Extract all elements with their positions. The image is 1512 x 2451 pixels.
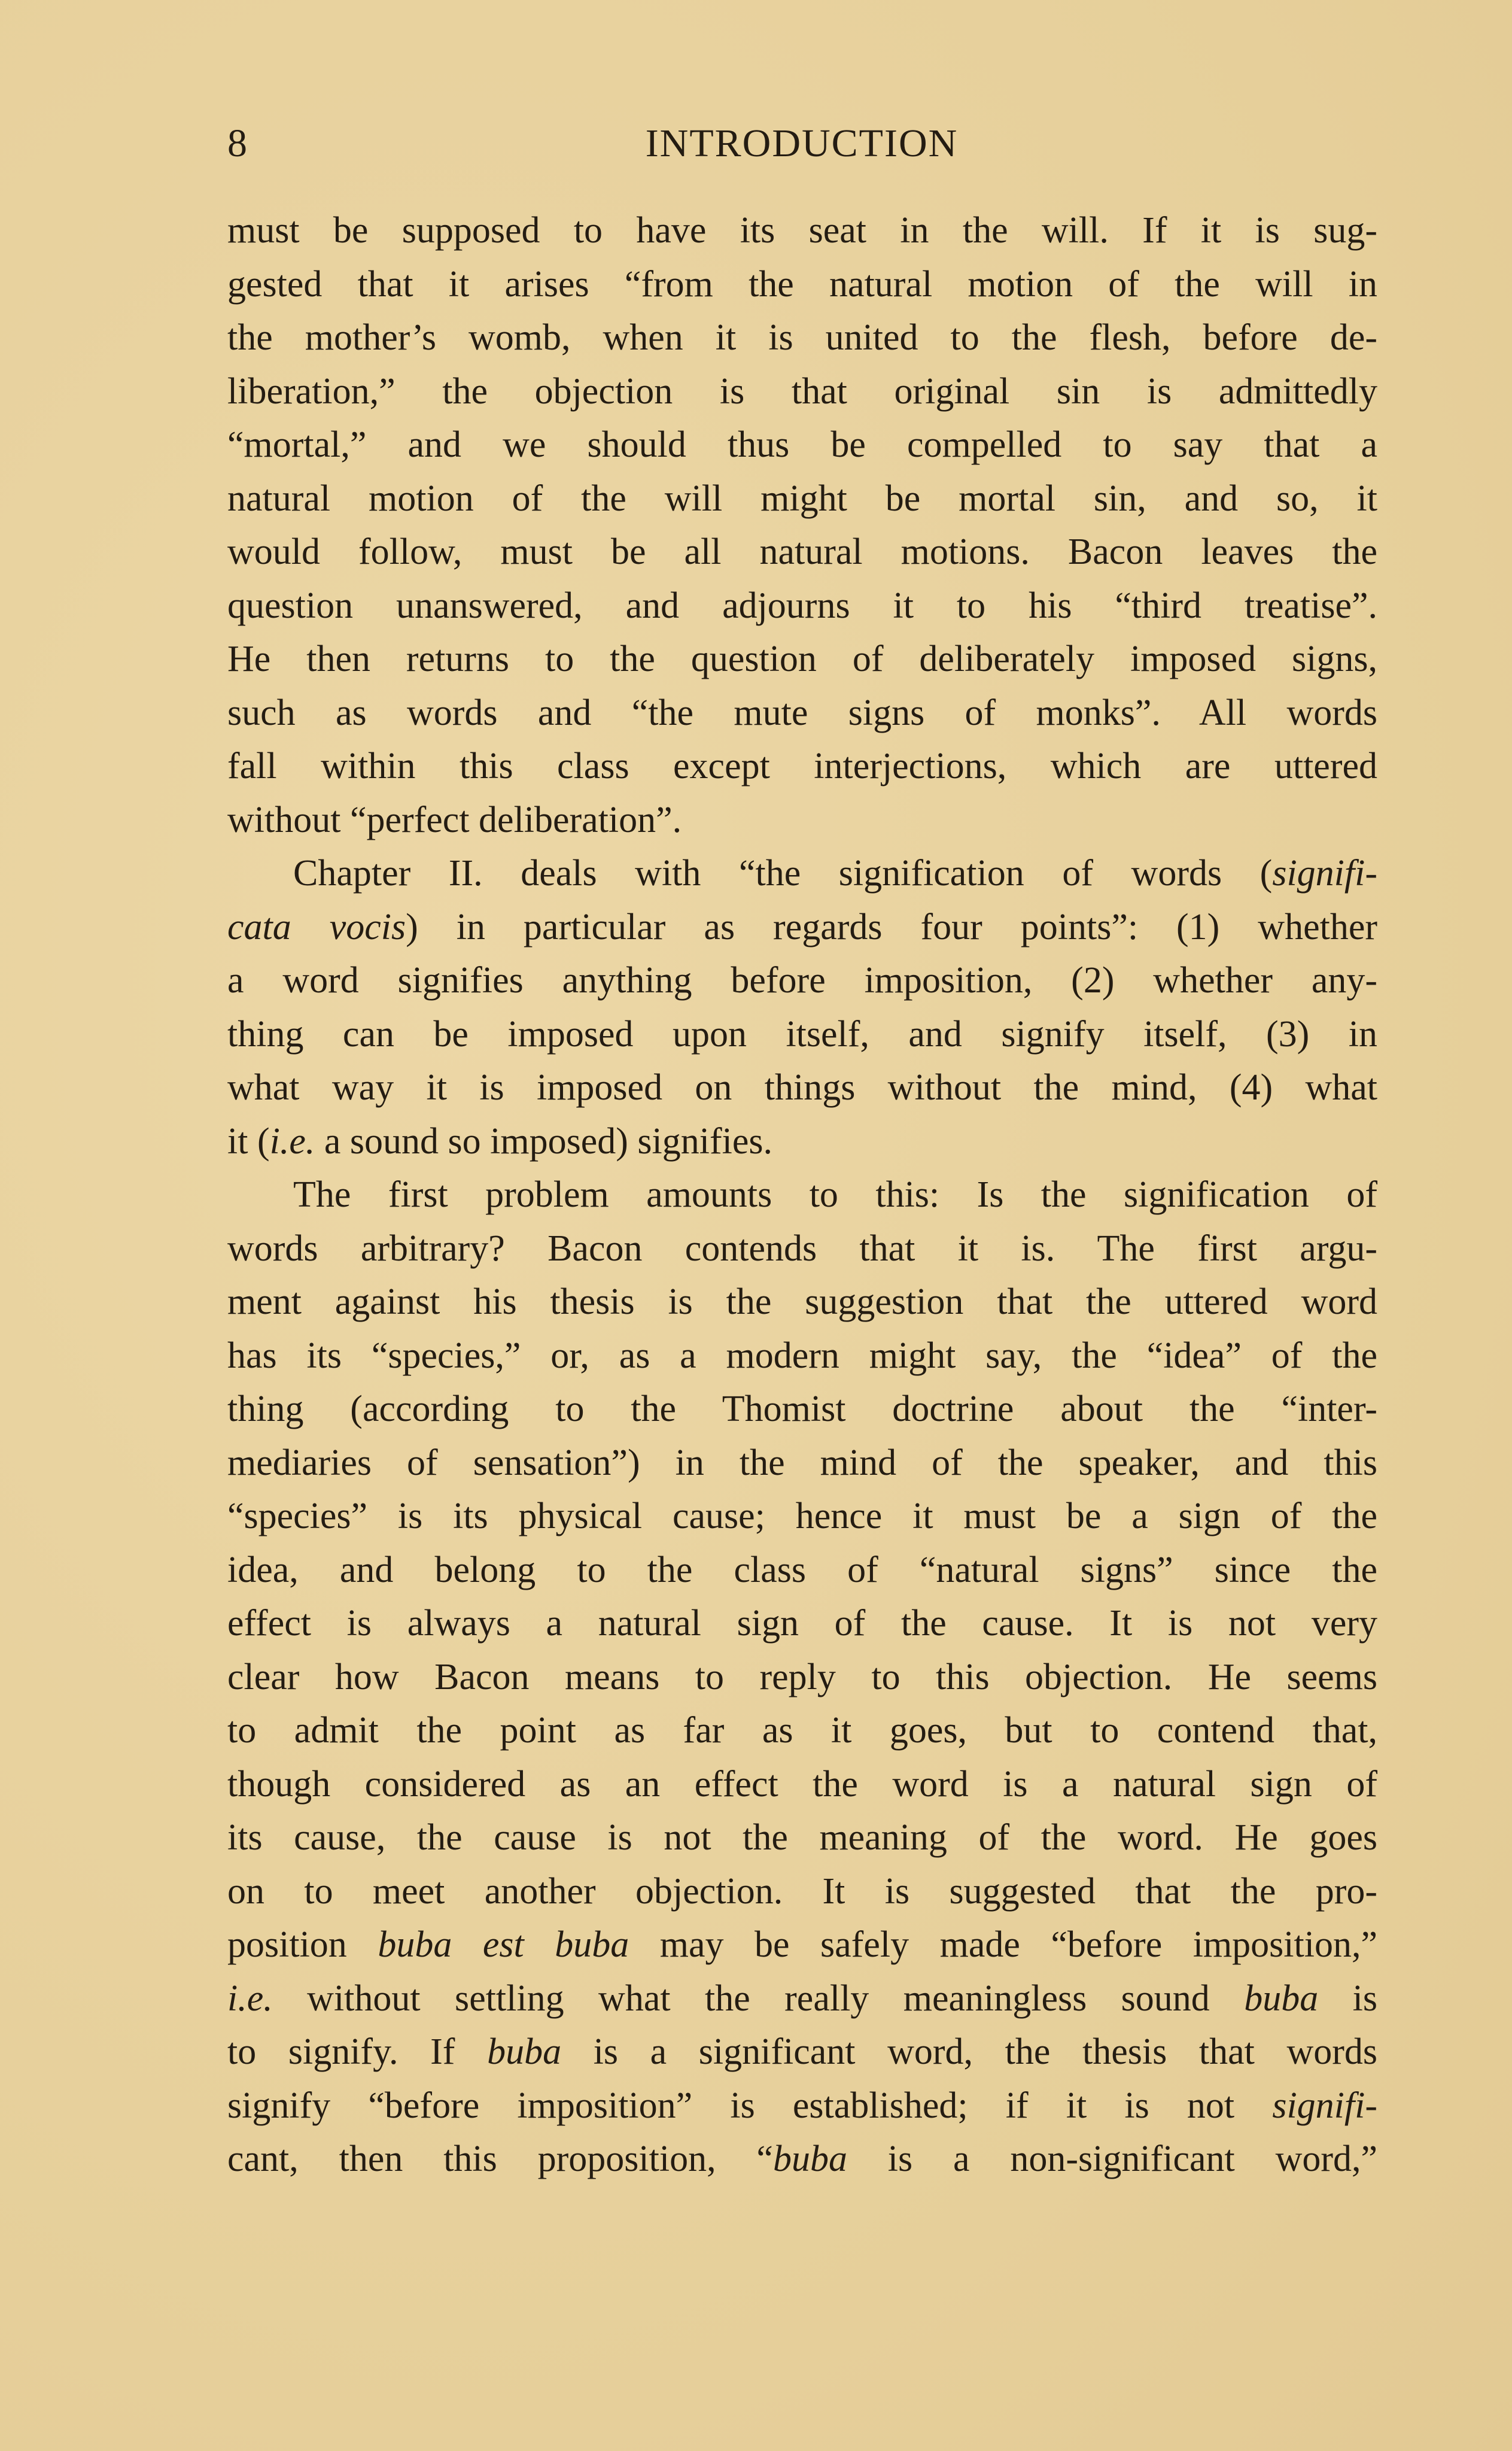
italic-term: buba [487, 2031, 562, 2072]
text-line: ment against his thesis is the suggestion that the uttered word [227, 1281, 1377, 1322]
text-line: would follow, must be all natural motions. Bacon leaves the [227, 531, 1377, 572]
text-line: cant, then this proposition, “buba is a non-significant word,” [227, 2139, 1378, 2179]
text-line: on to meet another objection. It is suggested that the pro- [227, 1870, 1377, 1912]
text-line: has its “species,” or, as a modern might say, the “idea” of the [227, 1335, 1377, 1376]
text-line: fall within this class except interjections, which are uttered [227, 746, 1377, 786]
italic-term: buba est buba [378, 1924, 629, 1965]
running-header [227, 117, 1376, 171]
text-line: i.e. without settling what the really meaningless sound buba is [227, 1978, 1378, 2019]
italic-term: signifi- [1272, 2085, 1377, 2126]
text-line: to admit the point as far as it goes, but to contend that, [227, 1710, 1377, 1751]
text-line: thing can be imposed upon itself, and signify itself, (3) in [227, 1013, 1377, 1055]
text-line: to signify. If buba is a significant word, the thesis that words [227, 2031, 1378, 2072]
text-line: what way it is imposed on things without the mind, (4) what [227, 1067, 1377, 1108]
text-line: “species” is its physical cause; hence it must be a sign of the [227, 1496, 1377, 1536]
text-line: such as words and “the mute signs of monks”. All words [227, 692, 1377, 733]
text-line: clear how Bacon means to reply to this objection. He seems [227, 1656, 1377, 1697]
text-line: a word signifies anything before imposition, (2) whether any- [227, 960, 1377, 1001]
italic-term: signifi- [1272, 853, 1377, 894]
text-line: position buba est buba may be safely made “before imposition,” [227, 1924, 1378, 1965]
running-title: INTRODUCTION [645, 122, 959, 165]
text-line: words arbitrary? Bacon contends that it is. The first argu- [227, 1228, 1377, 1269]
page-number: 8 [227, 122, 247, 165]
text-line: though considered as an effect the word is a natural sign of [227, 1763, 1377, 1805]
body-text [227, 204, 1377, 2186]
italic-term: i.e. [269, 1120, 315, 1162]
italic-term: buba [772, 2139, 847, 2179]
text-line: idea, and belong to the class of “natural signs” since the [227, 1549, 1377, 1590]
italic-term: i.e. [227, 1978, 273, 2019]
text-line: cata vocis) in particular as regards four points”: (1) whether [227, 906, 1377, 947]
text-line: gested that it arises “from the natural motion of the will in [227, 263, 1377, 305]
text-line: natural motion of the will might be mortal sin, and so, it [227, 478, 1377, 519]
text-line: mediaries of sensation”) in the mind of the speaker, and this [227, 1442, 1377, 1483]
text-line: without “perfect deliberation”. [227, 799, 682, 840]
text-line: Chapter II. deals with “the signification of words (signifi- [293, 853, 1377, 894]
text-line: its cause, the cause is not the meaning of the word. He goes [227, 1817, 1377, 1858]
text-line: thing (according to the Thomist doctrine about the “inter- [227, 1389, 1377, 1429]
text-line: “mortal,” and we should thus be compelled to say that a [227, 424, 1377, 465]
text-line: signify “before imposition” is established; if it is not signifi- [227, 2085, 1377, 2126]
text-line: it (i.e. a sound so imposed) signifies. [227, 1120, 772, 1162]
text-line: The first problem amounts to this: Is the signification of [293, 1174, 1377, 1215]
text-line: He then returns to the question of deliberately imposed signs, [227, 639, 1377, 679]
italic-term: buba [1244, 1978, 1319, 2019]
text-line: question unanswered, and adjourns it to his “third treatise”. [227, 585, 1377, 626]
italic-term: cata vocis [227, 906, 406, 947]
text-line: liberation,” the objection is that original sin is admittedly [227, 370, 1377, 412]
text-line: the mother’s womb, when it is united to the flesh, before de- [227, 317, 1377, 358]
text-line: effect is always a natural sign of the cause. It is not very [227, 1603, 1377, 1644]
text-line: must be supposed to have its seat in the will. If it is sug- [227, 210, 1377, 251]
